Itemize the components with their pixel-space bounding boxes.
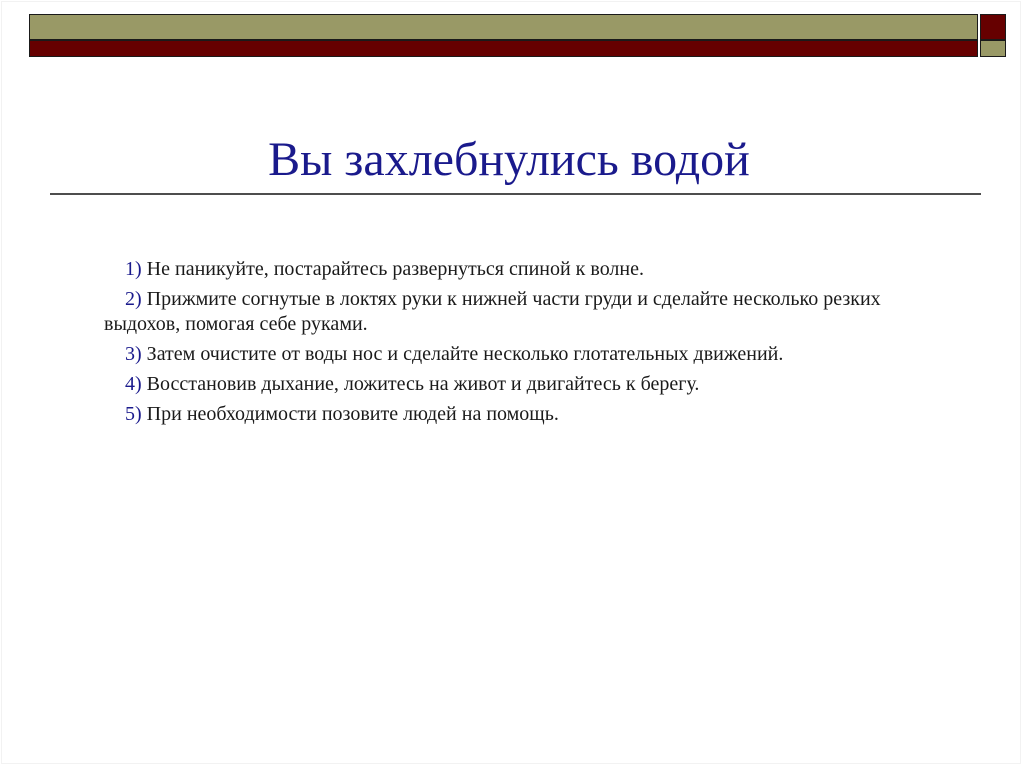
item-number: 2) <box>125 288 142 310</box>
item-number: 5) <box>125 403 142 425</box>
slide-content <box>104 257 904 432</box>
corner-square-olive <box>980 40 1006 57</box>
title-divider <box>50 193 981 195</box>
item-text: Затем очистите от воды нос и сделайте несколько глотательных движений. <box>141 343 784 365</box>
slide-title <box>0 130 1024 190</box>
item-text: Не паникуйте, постарайтесь развернуться спиной к волне. <box>141 258 644 280</box>
list-item <box>104 402 904 427</box>
corner-square-maroon <box>980 14 1006 40</box>
list-item <box>104 287 904 337</box>
item-number: 1) <box>125 258 142 280</box>
slide-title-text: Вы захлебнулись водой <box>268 133 750 186</box>
item-number: 4) <box>125 373 142 395</box>
item-text: Прижмите согнутые в локтях руки к нижней части груди и сделайте несколько резких выдохов, помогая себе руками. <box>104 288 881 335</box>
item-number: 3) <box>125 343 142 365</box>
item-text: При необходимости позовите людей на помощь. <box>141 403 559 425</box>
item-text: Восстановив дыхание, ложитесь на живот и двигайтесь к берегу. <box>141 373 700 395</box>
header-bar-olive <box>29 14 978 40</box>
header-bar-maroon <box>29 40 978 57</box>
list-item <box>104 257 904 282</box>
list-item <box>104 342 904 367</box>
list-item <box>104 372 904 397</box>
